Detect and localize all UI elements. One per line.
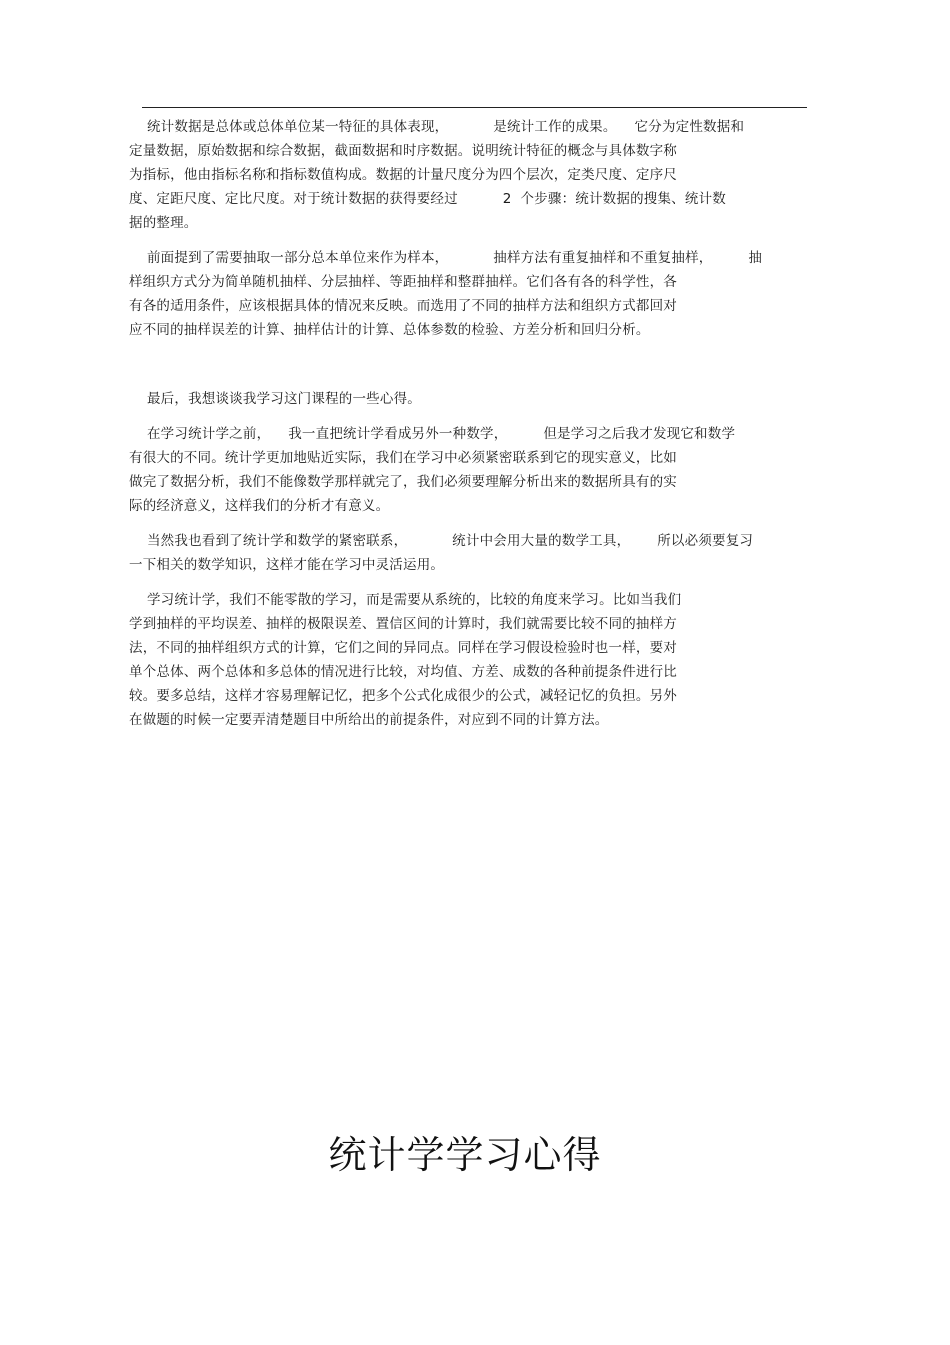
- text-line: 应不同的抽样误差的计算、抽样估计的计算、总体参数的检验、方差分析和回归分析。: [129, 322, 650, 338]
- paragraph-systematic-learning: [129, 588, 809, 732]
- text-line: 据的整理。: [129, 215, 198, 231]
- text-line: 当然我也看到了统计学和数学的紧密联系， 统计中会用大量的数学工具， 所以必须要复习: [129, 533, 754, 549]
- text-line: 前面提到了需要抽取一部分总本单位来作为样本， 抽样方法有重复抽样和不重复抽样， 抽: [129, 250, 763, 266]
- text-line: 做完了数据分析，我们不能像数学那样就完了，我们必须要理解分析出来的数据所具有的实: [129, 474, 677, 490]
- text-line: 法，不同的抽样组织方式的计算，它们之间的异同点。同样在学习假设检验时也一样，要对: [129, 640, 677, 656]
- text-line: 统计数据是总体或总体单位某一特征的具体表现， 是统计工作的成果。 它分为定性数据和: [129, 119, 745, 135]
- text-line: 有各的适用条件，应该根据具体的情况来反映。而选用了不同的抽样方法和组织方式都回对: [129, 298, 677, 314]
- paragraph-intro-thoughts: [129, 387, 809, 411]
- text-line: 最后，我想谈谈我学习这门课程的一些心得。: [129, 391, 421, 407]
- text-line: 有很大的不同。统计学更加地贴近实际，我们在学习中必须紧密联系到它的现实意义，比如: [129, 450, 677, 466]
- text-line: 定量数据，原始数据和综合数据，截面数据和时序数据。说明统计特征的概念与具体数字称: [129, 143, 677, 159]
- header-rule: [142, 107, 807, 108]
- text-line: 较。要多总结，这样才容易理解记忆，把多个公式化成很少的公式，减轻记忆的负担。另外: [129, 688, 677, 704]
- paragraph-statistical-data: [129, 115, 809, 235]
- document-body: [129, 115, 809, 732]
- text-line: 单个总体、两个总体和多总体的情况进行比较，对均值、方差、成数的各种前提条件进行比: [129, 664, 677, 680]
- text-line: 学到抽样的平均误差、抽样的极限误差、置信区间的计算时，我们就需要比较不同的抽样方: [129, 616, 677, 632]
- text-line: 样组织方式分为简单随机抽样、分层抽样、等距抽样和整群抽样。它们各有各的科学性，各: [129, 274, 677, 290]
- text-line: 在学习统计学之前， 我一直把统计学看成另外一种数学， 但是学习之后我才发现它和数学: [129, 426, 736, 442]
- paragraph-statistics-vs-math: [129, 422, 809, 518]
- text-line: 为指标，他由指标名称和指标数值构成。数据的计量尺度分为四个层次，定类尺度、定序尺: [129, 167, 677, 183]
- text-line: 度、定距尺度、定比尺度。对于统计数据的获得要经过 2 个步骤：统计数据的搜集、统计数: [129, 191, 726, 207]
- text-line: 学习统计学，我们不能零散的学习，而是需要从系统的，比较的角度来学习。比如当我们: [129, 592, 682, 608]
- paragraph-sampling: [129, 246, 809, 342]
- text-line: 在做题的时候一定要弄清楚题目中所给出的前提条件，对应到不同的计算方法。: [129, 712, 609, 728]
- text-line: 一下相关的数学知识，这样才能在学习中灵活运用。: [129, 557, 445, 573]
- paragraph-math-review: [129, 529, 809, 577]
- text-line: 际的经济意义，这样我们的分析才有意义。: [129, 498, 390, 514]
- document-title: 统计学学习心得: [328, 1133, 602, 1177]
